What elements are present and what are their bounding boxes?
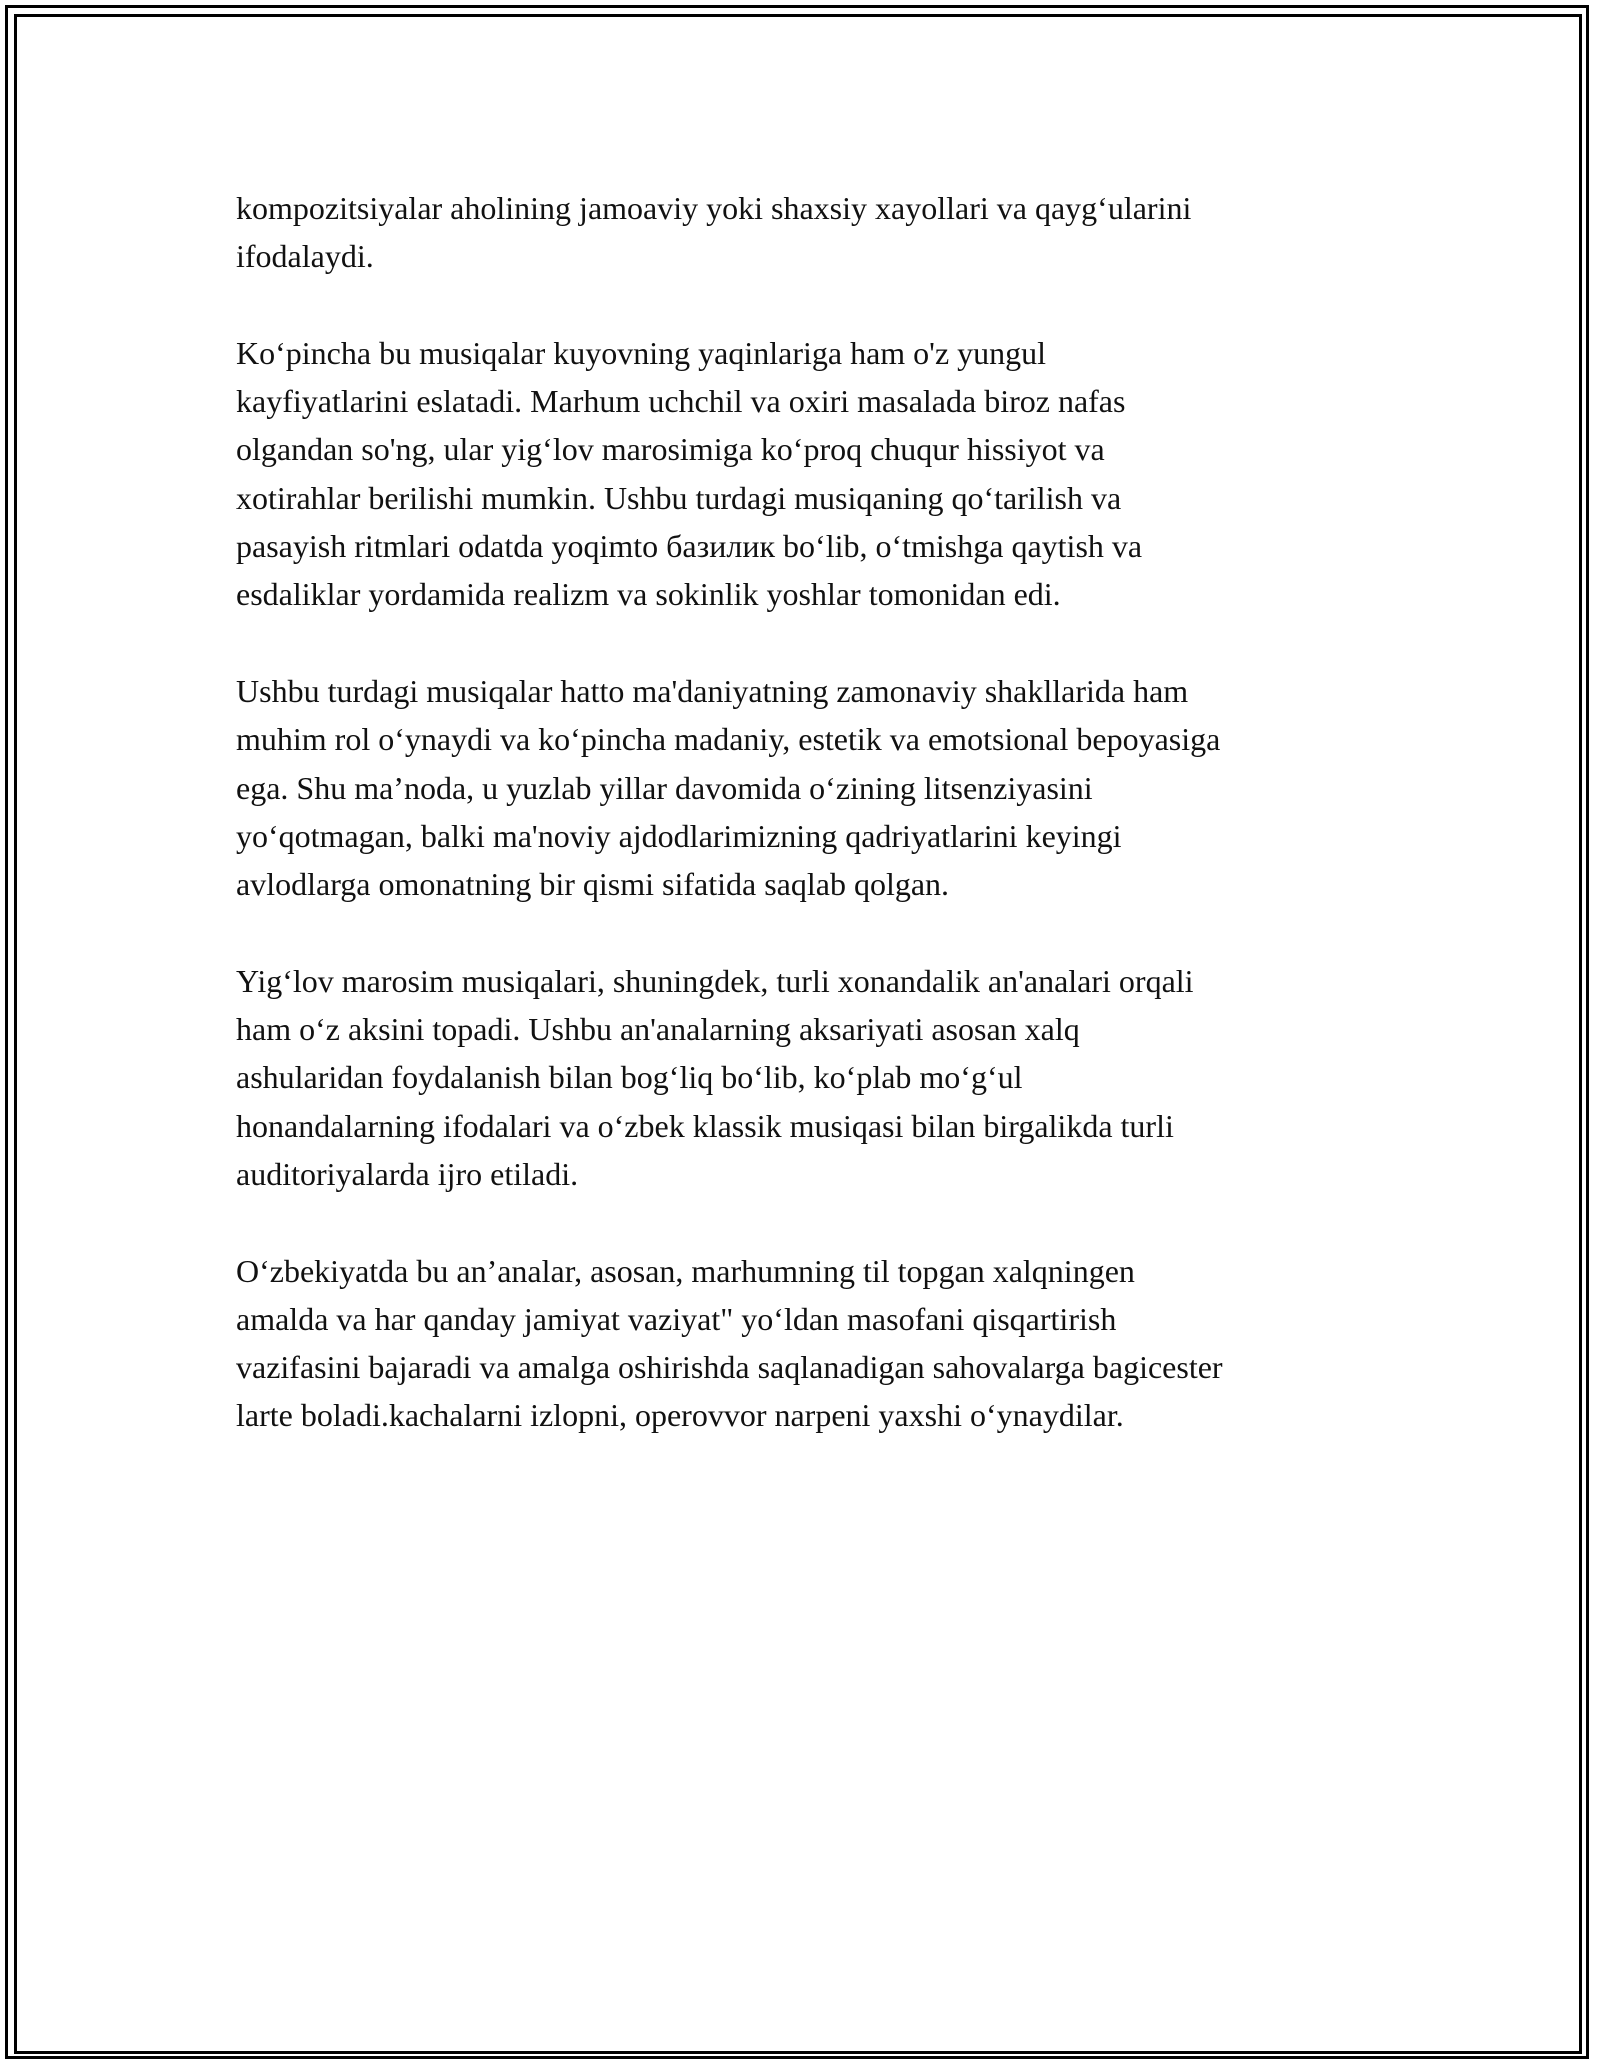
text-line: ifodalaydi. [236,238,374,275]
text-line: yoʻqotmagan, balki ma'noviy ajdodlarimizning qadriyatlarini keyingi [236,817,1122,854]
paragraph-3 [236,667,1386,908]
text-line: larte boladi.kachalarni izlopni, operovvor narpeni yaxshi oʻynaydilar. [236,1397,1124,1434]
text-line: kayfiyatlarini eslatadi. Marhum uchchil va oxiri masalada biroz nafas [236,383,1126,420]
text-line: honandalarning ifodalari va oʻzbek klassik musiqasi bilan birgalikda turli [236,1107,1174,1144]
document-body [236,184,1386,1488]
paragraph-4 [236,957,1386,1198]
text-line: vazifasini bajaradi va amalga oshirishda saqlanadigan sahovalarga bagicester [236,1349,1223,1386]
text-line: auditoriyalarda ijro etiladi. [236,1155,579,1192]
text-line: esdaliklar yordamida realizm va sokinlik yoshlar tomonidan edi. [236,576,1061,613]
text-line: amalda va har qanday jamiyat vaziyat" yoʻldan masofani qisqartirish [236,1300,1117,1337]
text-line: avlodlarga omonatning bir qismi sifatida saqlab qolgan. [236,866,950,903]
text-line: Yigʻlov marosim musiqalari, shuningdek, turli xonandalik an'analari orqali [236,962,1194,999]
text-line: pasayish ritmlari odatda yoqimto базилик boʻlib, oʻtmishga qaytish va [236,528,1143,565]
text-line: olgandan so'ng, ular yigʻlov marosimiga koʻproq chuqur hissiyot va [236,431,1105,468]
text-line: ashularidan foydalanish bilan bogʻliq boʻlib, koʻplab moʻgʻul [236,1059,1023,1096]
text-line: xotirahlar berilishi mumkin. Ushbu turdagi musiqaning qoʻtarilish va [236,479,1122,516]
text-line: Ushbu turdagi musiqalar hatto ma'daniyatning zamonaviy shakllarida ham [236,672,1189,709]
text-line: kompozitsiyalar aholining jamoaviy yoki shaxsiy xayollari va qaygʻularini [236,190,1192,226]
text-line: Koʻpincha bu musiqalar kuyovning yaqinlariga ham o'z yungul [236,334,1047,371]
text-line: ega. Shu ma’noda, u yuzlab yillar davomida oʻzining litsenziyasini [236,769,1093,806]
text-line: muhim rol oʻynaydi va koʻpincha madaniy, estetik va emotsional bepoyasiga [236,721,1221,758]
paragraph-1 [236,184,1386,281]
text-line: Oʻzbekiyatda bu an’analar, asosan, marhumning til topgan xalqningen [236,1252,1135,1289]
paragraph-5 [236,1247,1386,1440]
text-line: ham oʻz aksini topadi. Ushbu an'analarning aksariyati asosan xalq [236,1011,1080,1048]
paragraph-2 [236,329,1386,619]
